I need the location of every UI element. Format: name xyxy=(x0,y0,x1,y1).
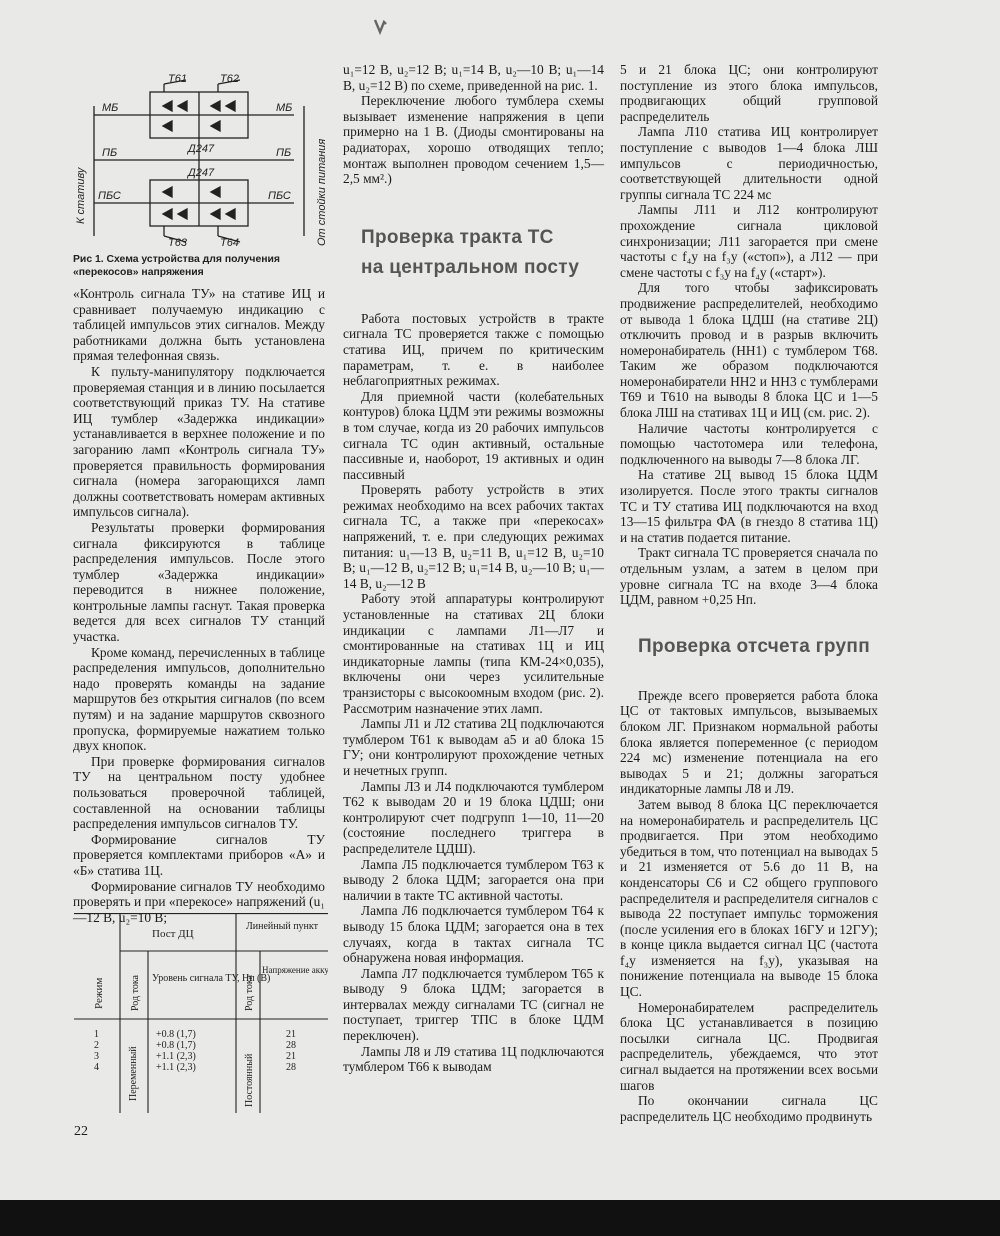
label-pb-left: ПБ xyxy=(102,147,118,159)
paragraph: Для приемной части (колебательных контуров) блока ЦДМ эти режимы возможны в том случае, когда из 20 рабочих импульсов сигнала ТС один активный, остальные пассивные и, наоборот, 19 активных и один пассивный xyxy=(343,388,604,482)
table-cell-regime: 3 xyxy=(94,1051,99,1062)
table-cell-voltage: 21 xyxy=(286,1051,296,1062)
paragraph: Прежде всего проверяется работа блока ЦС от тактовых импульсов, вызываемых блоком ЛГ. Признаком нормальной работы блока является попеременное (с периодом 224 мс) изменение потенциала на его выводах 5 и 21; должны загораться индикаторные лампы Л8 и Л9. xyxy=(620,687,878,797)
table-header-rod-toka-post: Род тока xyxy=(130,975,141,1011)
paragraph: Формирование сигналов ТУ проверяется комплектами приборов «А» и «Б» статива 1Ц. xyxy=(73,831,325,878)
print-mark xyxy=(372,18,388,36)
paragraph: При проверке формирования сигналов ТУ на центральном посту удобнее пользоваться проверочной таблицей, составленной на основании таблицы распределения импульсов сигналов ТУ. xyxy=(73,753,325,832)
table-cell-voltage: 28 xyxy=(286,1040,296,1051)
paragraph: Затем вывод 8 блока ЦС переключается на номеронабиратель и распределитель ЦС продвигается. При этом необходимо убедиться в том, что потенциал на выводах 5 и 21 изменяется от 5.6 до 11 В, на конденсаторы С6 и С2 общего группового распределителя и распределителя сигналов с вывода 22 поступает импульс торможения (после усиления его в блоках 16ГУ и 12ГУ); в конце цикла выдается сигнал ЦС (частота f₄у изменяется на f₃у), указывая на понижение потенциала на выводе 15 блока ЦС. xyxy=(620,796,878,1000)
paragraph: Лампы Л8 и Л9 статива 1Ц подключаются тумблером Т66 к выводам xyxy=(343,1043,604,1075)
table-cell-level: +0.8 (1,7) xyxy=(156,1040,196,1051)
regime-table xyxy=(74,913,328,1113)
paragraph: Проверять работу устройств в этих режимах необходимо на всех рабочих тактах сигнала ТС, а также при «перекосах» напряжений, т. е. при следующих режимах питания: u₁—13 В, u₂=11 В, u₁=12 В, u₂=10 В; u₁—12 В, u₂=12 В; u₁=14 В, u₂—10 В; u₁—14 В, u₂—12 В xyxy=(343,482,604,591)
table-cell-regime: 2 xyxy=(94,1040,99,1051)
paragraph: Лампа Л6 подключается тумблером Т64 к выводу 15 блока ЦДМ; загорается она в тех случаях, когда в тактах сигнала ТС обнаружена новая информация. xyxy=(343,903,604,966)
section-heading: на центральном посту xyxy=(361,256,580,278)
paragraph: Формирование сигналов ТУ необходимо проверять и при «перекосе» напряжений (u₁—12 В, u₂=10 В; xyxy=(73,878,325,925)
label-mb-left: МБ xyxy=(102,102,119,114)
table-cell-regime: 1 xyxy=(94,1029,99,1040)
paragraph: На стативе 2Ц вывод 15 блока ЦДМ изолируется. После этого тракты сигналов ТС и ТУ статива ИЦ подключаются на вход 13—15 фильтра ФА (в гнездо 8 статива 1Ц) и на статив подается питание. xyxy=(620,467,878,545)
label-t63: Т63 xyxy=(168,237,187,249)
table-cell-rod-toka-line: Постоянный xyxy=(244,1053,255,1107)
table-cell-level: +0.8 (1,7) xyxy=(156,1029,196,1040)
paragraph: Наличие частоты контролируется с помощью частотомера или телефона, подключенного на выводы 7—8 блока ЛГ. xyxy=(620,420,878,467)
label-side-right: От стойки питания xyxy=(316,138,328,246)
table-cell-voltage: 21 xyxy=(286,1029,296,1040)
middle-column xyxy=(343,62,604,1075)
paragraph: Лампы Л1 и Л2 статива 2Ц подключаются тумблером Т61 к выводам а5 и а0 блока 15 ГУ; они контролируют прохождение четных и нечетных групп. xyxy=(343,716,604,778)
figure-caption: Рис 1. Схема устройства для получения «перекосов» напряжения xyxy=(73,254,280,278)
paragraph: Номеронабирателем распределитель блока ЦС устанавливается в позицию посылки сигнала ЦС. Продвигая распределитель, убеждаемся, что этот сигнал выдается на протяжении всех восьми шагов xyxy=(620,999,878,1093)
table-cell-level: +1.1 (2,3) xyxy=(156,1051,196,1062)
paragraph: Результаты проверки формирования сигнала фиксируются в таблице распределения импульсов. После этого тумблер «Задержка индикации» переводится в нижнее положение, контрольные лампы гаснут. Такая проверка ведется для всех сигналов ТУ станций участка. xyxy=(73,519,325,645)
paragraph: Лампа Л7 подключается тумблером Т65 к выводу 9 блока ЦДМ; загорается в интервалах между сигналами ТС (сигнал не поступает, триггер ТПС в блоке ЦДМ переключен). xyxy=(343,965,604,1044)
section-heading: Проверка отсчета групп xyxy=(638,635,870,657)
scan-bottom-edge xyxy=(0,1200,1000,1236)
table-cell-voltage: 28 xyxy=(286,1062,296,1073)
label-t62: Т62 xyxy=(220,73,239,85)
left-column xyxy=(73,286,325,925)
figure-schematic xyxy=(68,68,333,250)
schematic-svg xyxy=(68,68,333,250)
label-d247-top: Д247 xyxy=(188,143,215,155)
label-pb-right: ПБ xyxy=(276,147,292,159)
table-header-line: Линейный пункт xyxy=(246,921,318,932)
table-header-post: Пост ДЦ xyxy=(152,928,194,940)
table-header-voltage: Напряжение акку xyxy=(262,965,328,975)
label-pbs-left: ПБС xyxy=(98,190,121,202)
label-pbs-right: ПБС xyxy=(268,190,291,202)
paragraph: По окончании сигнала ЦС распределитель ЦС необходимо продвинуть xyxy=(620,1093,878,1124)
paragraph: «Контроль сигнала ТУ» на стативе ИЦ и сравнивает получаемую индикацию с таблицей импульсов этих сигналов. Между работниками должна быть установлена прямая телефонная связь. xyxy=(73,286,325,364)
paragraph: Кроме команд, перечисленных в таблице распределения импульсов, дополнительно надо проверять команды на задание маршрутов без открытия сигналов (по всем путям) и на задание маршрутов сквозного пропуска, формируемые нажатием только двух кнопок. xyxy=(73,644,325,754)
table-header-rod-toka-line: Род тока xyxy=(244,975,255,1011)
paragraph: Лампы Л11 и Л12 контролируют прохождение сигнала цикловой синхронизации; Л11 загорается при смене частоты с f₄у на f₃у («стоп»), а Л12 — при смене частоты с f₃у на f₄у («старт»). xyxy=(620,202,878,280)
paragraph: u₁=12 В, u₂=12 В; u₁=14 В, u₂—10 В; u₁—14 В, u₂=12 В) по схеме, приведенной на рис. 1. xyxy=(343,62,604,93)
paragraph: Лампы Л3 и Л4 подключаются тумблером Т62 к выводам 20 и 19 блока ЦДШ; они контролируют счет подгрупп 1—10, 11—20 (состояние последнего триггера в распределителе ЦДШ). xyxy=(343,778,604,856)
table-cell-regime: 4 xyxy=(94,1062,99,1073)
table-header-level: Уровень сигнала ТУ, Нп (В) xyxy=(152,973,271,984)
table-cell-level: +1.1 (2,3) xyxy=(156,1062,196,1073)
right-column xyxy=(620,62,878,1124)
table-cell-rod-toka-post: Переменный xyxy=(128,1046,139,1101)
label-t64: Т64 xyxy=(220,237,239,249)
paragraph: Переключение любого тумблера схемы вызывает изменение напряжения в цепи примерно на 1 В. (Диоды смонтированы на радиаторах, хорошо отводящих тепло; монтаж выполнен проводом сечением 1,5—2,5 мм².) xyxy=(343,93,604,187)
table-header-regime: Режим xyxy=(93,977,105,1009)
paragraph: Лампа Л10 статива ИЦ контролирует поступление с выводов 1—4 блока ЛШ импульсов с периодичностью, соответствующей длительности одной группы сигнала ТС 224 мс xyxy=(620,124,878,202)
paragraph: К пульту-манипулятору подключается проверяемая станция и в линию посылается соответствующий приказ ТУ. На стативе ИЦ тумблер «Задержка индикации» устанавливается в верхнее положение и по загоранию ламп «Контроль сигнала ТУ» проверяется правильность формирования сигнала (номера загорающихся ламп должны соответствовать номерам активных импульсов сигнала). xyxy=(73,363,325,520)
paragraph: Работа постовых устройств в тракте сигнала ТС проверяется также с помощью статива ИЦ, причем по критическим параметрам, т. е. в наиболее неблагоприятных режимах. xyxy=(343,310,604,389)
paragraph: Тракт сигнала ТС проверяется сначала по отдельным узлам, а затем в целом при уровне сигнала ТС на входе 3—4 блока ЦДМ, равном +0,25 Нп. xyxy=(620,545,878,608)
label-t61: Т61 xyxy=(168,73,187,85)
paragraph: 5 и 21 блока ЦС; они контролируют поступление из этого блока импульсов, продвигающих общий групповой распределитель xyxy=(620,62,878,124)
label-side-left: К стативу xyxy=(75,167,87,224)
label-d247-bottom: Д247 xyxy=(188,167,215,179)
section-heading: Проверка тракта ТС xyxy=(361,226,554,248)
paragraph: Работу этой аппаратуры контролируют установленные на стативах 2Ц блоки индикации с лампами Л1—Л7 и смонтированные на стативах 1Ц и ИЦ индикаторные лампы (типа КМ-24×0,035), включены они через усилительные транзисторы с высокоомным входом (рис. 2). Рассмотрим назначение этих ламп. xyxy=(343,591,604,716)
page-number: 22 xyxy=(74,1124,88,1139)
regime-table-svg xyxy=(74,913,328,1113)
label-mb-right: МБ xyxy=(276,102,293,114)
paragraph: Для того чтобы зафиксировать продвижение распределителей, необходимо от вывода 1 блока ЦДШ (на стативе 2Ц) отключить провод и в разрыв включить номеронабиратель (НН1) с тумблером Т68. Таким же образом подключаются номеронабиратели НН2 и НН3 с тумблерами Т69 и Т610 на выводы 8 блока ЦС и 1—5 блока ЛШ на стативах 1Ц и ИЦ (см. рис. 2). xyxy=(620,280,878,421)
paragraph: Лампа Л5 подключается тумблером Т63 к выводу 2 блока ЦДМ; загорается она при наличии в такте ТС активной частоты. xyxy=(343,856,604,903)
